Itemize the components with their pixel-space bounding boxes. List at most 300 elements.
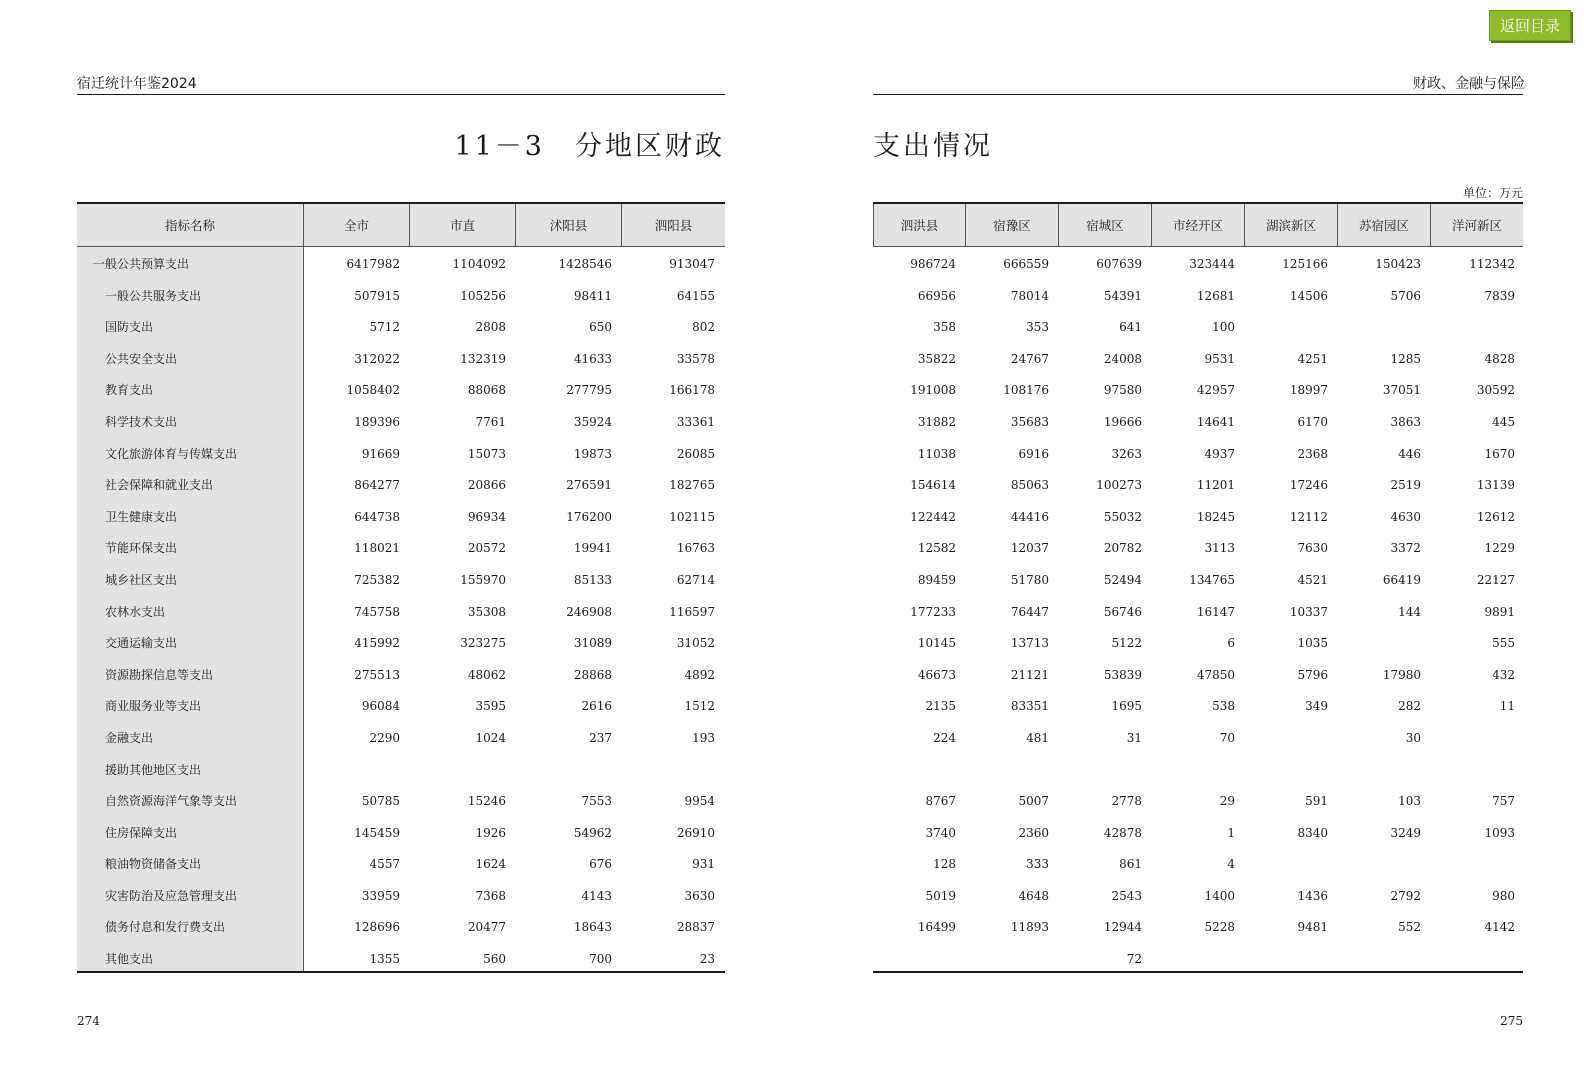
indicator-name: 资源勘探信息等支出 (105, 667, 214, 682)
table-row (77, 852, 725, 884)
table-cell: 3740 (925, 825, 956, 840)
table-cell: 445 (1492, 414, 1515, 429)
table-row (873, 600, 1523, 632)
indicator-name: 文化旅游体育与传媒支出 (105, 446, 238, 461)
table-cell: 1926 (475, 825, 506, 840)
unit-label: 单位：万元 (1462, 186, 1523, 200)
header-column: 市经开区 (1152, 204, 1245, 246)
table-cell: 725382 (354, 572, 400, 587)
table-cell: 4892 (684, 667, 715, 682)
indicator-name: 教育支出 (105, 383, 154, 398)
table-cell: 15246 (467, 794, 506, 809)
table-cell: 986724 (910, 257, 956, 271)
table-cell: 2368 (1297, 446, 1328, 461)
table-cell: 7553 (581, 794, 612, 809)
table-row (873, 726, 1523, 758)
finance-table-right (873, 202, 1523, 973)
table-row (873, 315, 1523, 347)
indicator-name: 自然资源海洋气象等支出 (105, 794, 238, 809)
header-column: 洋河新区 (1451, 218, 1502, 233)
back-to-contents-button[interactable]: 返回目录 (1489, 10, 1571, 41)
table-cell: 666559 (1003, 257, 1049, 271)
table-cell: 650 (589, 320, 612, 335)
table-cell: 35822 (917, 351, 956, 366)
header-column: 泗阳县 (654, 218, 693, 233)
table-row (873, 568, 1523, 600)
table-cell: 134765 (1189, 572, 1235, 587)
table-cell: 4557 (369, 857, 400, 872)
table-cell: 19873 (573, 446, 612, 461)
table-cell: 8340 (1297, 825, 1328, 840)
table-cell: 85063 (1010, 478, 1049, 493)
table-cell: 31882 (917, 414, 956, 429)
indicator-name: 节能环保支出 (105, 541, 178, 556)
table-cell: 52494 (1103, 572, 1142, 587)
table-cell: 12612 (1476, 509, 1515, 524)
table-cell: 108176 (1003, 383, 1049, 398)
table-row (873, 347, 1523, 379)
indicator-name: 援助其他地区支出 (105, 762, 202, 777)
table-cell: 14641 (1196, 414, 1235, 429)
header-column: 沭阳县 (516, 204, 622, 246)
table-cell: 20866 (467, 478, 506, 493)
table-cell: 103 (1398, 794, 1421, 809)
table-cell: 913047 (669, 257, 715, 271)
table-cell: 2135 (925, 699, 956, 714)
table-cell: 96084 (361, 699, 400, 714)
indicator-name: 交通运输支出 (105, 636, 178, 651)
table-cell: 349 (1305, 699, 1328, 714)
table-cell: 10145 (917, 636, 956, 651)
table-cell: 415992 (354, 636, 400, 651)
table-cell: 4 (1227, 857, 1235, 872)
table-cell: 5706 (1390, 288, 1421, 303)
table-cell: 24008 (1103, 351, 1142, 366)
table-cell: 9481 (1297, 920, 1328, 935)
header-column: 苏宿园区 (1338, 204, 1431, 246)
table-cell: 128 (933, 857, 956, 872)
table-row (873, 852, 1523, 884)
table-row (77, 284, 725, 316)
header-rule-right (873, 94, 1523, 95)
table-cell: 312022 (354, 351, 400, 366)
header-column: 全市 (304, 204, 410, 246)
table-cell: 88068 (467, 383, 506, 398)
table-cell: 35924 (573, 414, 612, 429)
table-row (77, 442, 725, 474)
table-cell: 323444 (1189, 257, 1235, 271)
table-cell: 100273 (1096, 478, 1142, 493)
table-cell: 7630 (1297, 541, 1328, 556)
table-cell: 26085 (676, 446, 715, 461)
table-row (873, 821, 1523, 853)
table-cell: 11201 (1196, 478, 1235, 493)
table-cell: 700 (589, 952, 612, 967)
table-cell: 432 (1492, 667, 1515, 682)
table-cell: 277795 (566, 383, 612, 398)
table-cell: 16147 (1196, 604, 1235, 619)
table-row (77, 410, 725, 442)
table-cell: 1058402 (346, 383, 400, 398)
table-cell: 20782 (1103, 541, 1142, 556)
table-row (77, 758, 725, 790)
table-cell: 29 (1219, 794, 1235, 809)
table-cell: 4251 (1297, 351, 1328, 366)
table-cell: 1104092 (452, 257, 506, 271)
table-row (77, 663, 725, 695)
table-cell: 555 (1492, 636, 1515, 651)
table-cell: 122442 (910, 509, 956, 524)
indicator-name: 灾害防治及应急管理支出 (105, 888, 238, 903)
table-cell: 17980 (1382, 667, 1421, 682)
table-cell: 1285 (1390, 351, 1421, 366)
header-column: 泗洪县 (873, 204, 966, 246)
indicator-name: 金融支出 (105, 730, 154, 745)
table-cell: 481 (1026, 730, 1049, 745)
table-cell: 22127 (1476, 572, 1515, 587)
table-cell: 4142 (1484, 920, 1515, 935)
table-cell: 4521 (1297, 572, 1328, 587)
table-cell: 18245 (1196, 509, 1235, 524)
table-cell: 154614 (910, 478, 956, 493)
table-body-right (873, 252, 1523, 979)
table-cell: 35683 (1010, 414, 1049, 429)
table-cell: 19941 (573, 541, 612, 556)
table-cell: 24767 (1010, 351, 1049, 366)
table-cell: 132319 (460, 351, 506, 366)
table-cell: 13713 (1010, 636, 1049, 651)
table-cell: 224 (933, 730, 956, 745)
table-cell: 12037 (1010, 541, 1049, 556)
table-cell: 1 (1227, 825, 1235, 840)
table-cell: 4648 (1018, 888, 1049, 903)
table-cell: 1436 (1297, 888, 1328, 903)
table-row (77, 536, 725, 568)
table-cell: 2792 (1390, 888, 1421, 903)
table-cell: 145459 (354, 825, 400, 840)
table-cell: 1093 (1484, 825, 1515, 840)
table-cell: 28868 (573, 667, 612, 682)
indicator-name: 城乡社区支出 (105, 572, 178, 587)
table-row (77, 694, 725, 726)
table-cell: 6916 (1018, 446, 1049, 461)
table-cell: 98411 (573, 288, 612, 303)
table-cell: 246908 (566, 604, 612, 619)
table-row (873, 536, 1523, 568)
table-cell: 2360 (1018, 825, 1049, 840)
table-cell: 100 (1212, 320, 1235, 335)
table-cell: 125166 (1282, 257, 1328, 271)
table-cell: 3863 (1390, 414, 1421, 429)
table-cell: 105256 (460, 288, 506, 303)
indicator-name: 债务付息和发行费支出 (105, 920, 226, 935)
table-cell: 13139 (1476, 478, 1515, 493)
table-cell: 18643 (573, 920, 612, 935)
table-cell: 83351 (1010, 699, 1049, 714)
table-cell: 144 (1398, 604, 1421, 619)
table-cell: 51780 (1010, 572, 1049, 587)
table-cell: 3595 (475, 699, 506, 714)
table-cell: 28837 (676, 920, 715, 935)
table-cell: 35308 (467, 604, 506, 619)
table-cell: 3630 (684, 888, 715, 903)
page-number-left: 274 (77, 1014, 100, 1028)
table-cell: 33361 (676, 414, 715, 429)
table-cell: 6170 (1297, 414, 1328, 429)
table-cell: 9891 (1484, 604, 1515, 619)
table-row (77, 378, 725, 410)
table-header-right (873, 204, 1523, 247)
table-row (77, 315, 725, 347)
table-cell: 1035 (1297, 636, 1328, 651)
table-row (77, 473, 725, 505)
table-cell: 802 (692, 320, 715, 335)
table-cell: 66419 (1382, 572, 1421, 587)
table-row (77, 726, 725, 758)
page-number-right: 275 (1500, 1014, 1523, 1028)
table-cell: 97580 (1103, 383, 1142, 398)
table-title-left: 11－3 分地区财政 (454, 131, 725, 162)
table-cell: 1400 (1204, 888, 1235, 903)
table-cell: 14506 (1289, 288, 1328, 303)
indicator-name: 其他支出 (105, 952, 154, 967)
table-cell: 11 (1499, 699, 1515, 714)
table-cell: 861 (1119, 857, 1142, 872)
table-cell: 17246 (1289, 478, 1328, 493)
table-row (873, 884, 1523, 916)
table-cell: 189396 (354, 414, 400, 429)
table-cell: 55032 (1103, 509, 1142, 524)
table-cell: 31 (1126, 730, 1142, 745)
table-cell: 91669 (361, 446, 400, 461)
table-cell: 2543 (1111, 888, 1142, 903)
table-cell: 155970 (460, 572, 506, 587)
table-cell: 12112 (1289, 509, 1328, 524)
table-row (873, 758, 1523, 790)
finance-table-left (77, 202, 725, 973)
table-cell: 150423 (1375, 257, 1421, 271)
table-row (77, 631, 725, 663)
table-cell: 15073 (467, 446, 506, 461)
table-cell: 33959 (361, 888, 400, 903)
header-rule-left (77, 94, 725, 95)
table-cell: 9531 (1204, 351, 1235, 366)
table-cell: 353 (1026, 320, 1049, 335)
table-cell: 4828 (1484, 351, 1515, 366)
indicator-name: 社会保障和就业支出 (105, 478, 214, 493)
table-cell: 42957 (1196, 383, 1235, 398)
table-cell: 8767 (925, 794, 956, 809)
table-cell: 76447 (1010, 604, 1049, 619)
table-cell: 358 (933, 320, 956, 335)
table-cell: 7761 (475, 414, 506, 429)
table-cell: 2808 (475, 320, 506, 335)
table-cell: 182765 (669, 478, 715, 493)
table-title-right: 支出情况 (873, 131, 993, 162)
indicator-name: 商业服务业等支出 (105, 699, 202, 714)
table-row (873, 378, 1523, 410)
table-cell: 9954 (684, 794, 715, 809)
table-cell: 177233 (910, 604, 956, 619)
indicator-name: 国防支出 (105, 320, 154, 335)
table-row (873, 694, 1523, 726)
table-cell: 193 (692, 730, 715, 745)
table-row (77, 600, 725, 632)
table-cell: 644738 (354, 509, 400, 524)
table-cell: 745758 (354, 604, 400, 619)
table-cell: 276591 (566, 478, 612, 493)
table-cell: 7368 (475, 888, 506, 903)
table-cell: 5122 (1111, 636, 1142, 651)
table-cell: 72 (1126, 952, 1142, 967)
table-cell: 3113 (1204, 541, 1235, 556)
table-cell: 1428546 (558, 257, 612, 271)
table-cell: 641 (1119, 320, 1142, 335)
table-cell: 42878 (1103, 825, 1142, 840)
table-cell: 50785 (361, 794, 400, 809)
table-cell: 1695 (1111, 699, 1142, 714)
table-row (873, 505, 1523, 537)
table-cell: 538 (1212, 699, 1235, 714)
table-cell: 2616 (581, 699, 612, 714)
table-cell: 78014 (1010, 288, 1049, 303)
table-cell: 6 (1227, 636, 1235, 651)
table-cell: 54962 (573, 825, 612, 840)
table-cell: 11893 (1010, 920, 1049, 935)
table-cell: 980 (1492, 888, 1515, 903)
table-cell: 275513 (354, 667, 400, 682)
table-cell: 118021 (354, 541, 400, 556)
table-row (873, 663, 1523, 695)
table-cell: 30592 (1476, 383, 1515, 398)
table-row (77, 884, 725, 916)
table-row (873, 410, 1523, 442)
table-row (77, 252, 725, 284)
table-cell: 64155 (676, 288, 715, 303)
table-row (77, 347, 725, 379)
table-cell: 37051 (1382, 383, 1421, 398)
table-cell: 62714 (676, 572, 715, 587)
table-cell: 2290 (369, 730, 400, 745)
table-cell: 116597 (669, 604, 715, 619)
indicator-name: 科学技术支出 (105, 414, 178, 429)
table-cell: 3372 (1390, 541, 1421, 556)
chapter-header: 财政、金融与保险 (1413, 76, 1525, 92)
table-cell: 16499 (917, 920, 956, 935)
table-cell: 102115 (669, 509, 715, 524)
table-row (77, 947, 725, 979)
indicator-name: 住房保障支出 (105, 825, 178, 840)
table-cell: 323275 (460, 636, 506, 651)
table-row (873, 473, 1523, 505)
table-cell: 128696 (354, 920, 400, 935)
table-cell: 1229 (1484, 541, 1515, 556)
table-cell: 676 (589, 857, 612, 872)
table-cell: 20572 (467, 541, 506, 556)
table-cell: 1670 (1484, 446, 1515, 461)
table-cell: 2778 (1111, 794, 1142, 809)
table-cell: 47850 (1196, 667, 1235, 682)
table-cell: 4143 (581, 888, 612, 903)
table-cell: 12944 (1103, 920, 1142, 935)
table-row (77, 789, 725, 821)
indicator-name: 农林水支出 (105, 604, 166, 619)
table-cell: 237 (589, 730, 612, 745)
table-cell: 12681 (1196, 288, 1235, 303)
indicator-name: 卫生健康支出 (105, 509, 178, 524)
table-cell: 70 (1219, 730, 1235, 745)
table-cell: 5007 (1018, 794, 1049, 809)
table-cell: 85133 (573, 572, 612, 587)
header-column: 湖滨新区 (1245, 204, 1338, 246)
table-cell: 21121 (1010, 667, 1049, 682)
table-cell: 4937 (1204, 446, 1235, 461)
indicator-name: 粮油物资储备支出 (105, 857, 202, 872)
table-cell: 10337 (1289, 604, 1328, 619)
table-body-left (77, 252, 725, 979)
table-cell: 41633 (573, 351, 612, 366)
table-cell: 3263 (1111, 446, 1142, 461)
table-cell: 1355 (369, 952, 400, 967)
table-row (873, 284, 1523, 316)
table-cell: 112342 (1469, 257, 1515, 271)
table-cell: 18997 (1289, 383, 1328, 398)
header-column: 市直 (410, 204, 516, 246)
table-row (873, 252, 1523, 284)
table-cell: 46673 (917, 667, 956, 682)
table-cell: 7839 (1484, 288, 1515, 303)
table-cell: 54391 (1103, 288, 1142, 303)
indicator-name: 公共安全支出 (105, 351, 178, 366)
table-cell: 53839 (1103, 667, 1142, 682)
table-row (77, 505, 725, 537)
table-cell: 26910 (676, 825, 715, 840)
table-cell: 607639 (1096, 257, 1142, 271)
header-column: 宿城区 (1059, 204, 1152, 246)
table-header-left (77, 204, 725, 247)
table-cell: 31089 (573, 636, 612, 651)
table-cell: 20477 (467, 920, 506, 935)
table-cell: 2519 (1390, 478, 1421, 493)
table-cell: 16763 (676, 541, 715, 556)
table-cell: 446 (1398, 446, 1421, 461)
table-cell: 23 (699, 952, 715, 967)
table-row (873, 915, 1523, 947)
table-row (77, 821, 725, 853)
table-cell: 4630 (1390, 509, 1421, 524)
table-cell: 552 (1398, 920, 1421, 935)
table-cell: 191008 (910, 383, 956, 398)
table-row (77, 568, 725, 600)
table-cell: 89459 (917, 572, 956, 587)
table-cell: 11038 (917, 446, 956, 461)
table-cell: 282 (1398, 699, 1421, 714)
table-row (77, 915, 725, 947)
table-cell: 507915 (354, 288, 400, 303)
table-cell: 166178 (669, 383, 715, 398)
table-cell: 1512 (684, 699, 715, 714)
table-row (873, 947, 1523, 979)
table-cell: 176200 (566, 509, 612, 524)
table-cell: 30 (1405, 730, 1421, 745)
table-cell: 66956 (917, 288, 956, 303)
table-cell: 5228 (1204, 920, 1235, 935)
table-cell: 5019 (925, 888, 956, 903)
table-row (873, 631, 1523, 663)
header-indicator-name: 指标名称 (77, 204, 304, 246)
table-cell: 5712 (369, 320, 400, 335)
table-row (873, 789, 1523, 821)
